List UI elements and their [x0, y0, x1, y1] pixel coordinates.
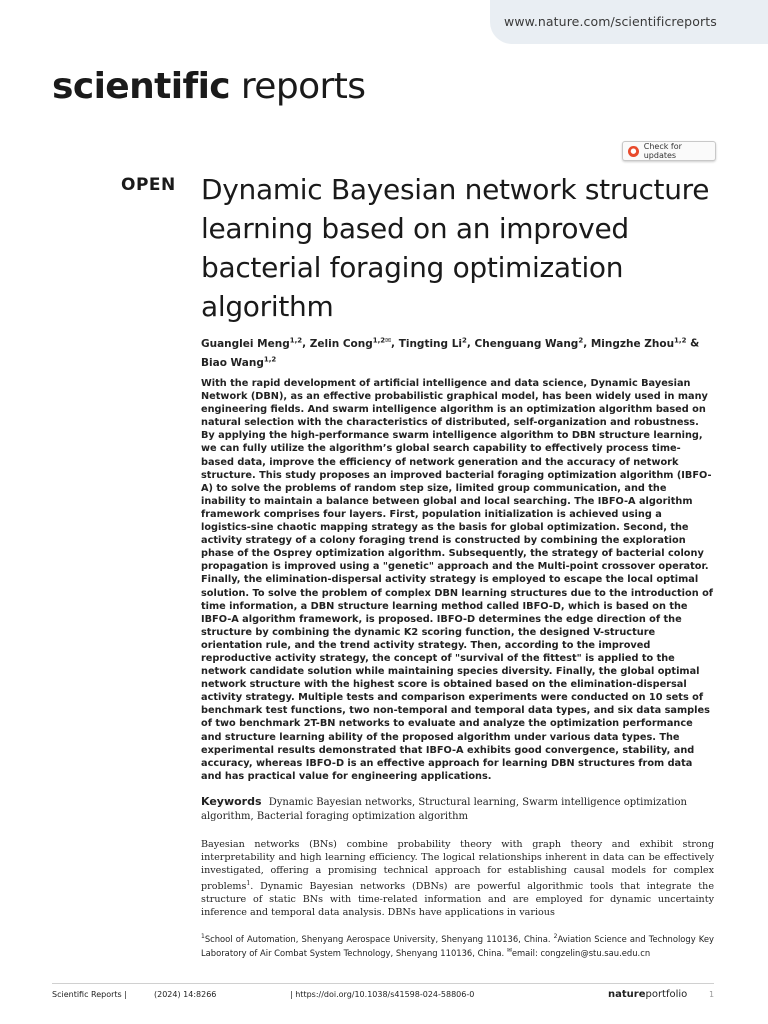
article-title: Dynamic Bayesian network structure learning based on an improved bacterial foraging optimization algorithm: [201, 173, 710, 323]
email-icon: ✉: [506, 946, 512, 954]
footer-doi-link[interactable]: | https://doi.org/10.1038/s41598-024-58806-0: [290, 990, 475, 999]
author[interactable]: Biao Wang$^{1,2}$: [201, 355, 277, 369]
footer-divider: [52, 983, 714, 984]
author-email[interactable]: email: congzelin@stu.sau.edu.cn: [511, 947, 651, 958]
abstract: With the rapid development of artificial intelligence and data science, Dynamic Bayesian Network (DBN), as an effective probabilistic graphical model, has been widely used in many engineering fields. And swarm intelligence algorithm is an optimization algorithm based on natural selection with the characteristics of distributed, self-organization and robustness. By applying the high-performance swarm intelligence algorithm to DBN structure learning, we can fully utilize the algorithm’s global search capability to effectively process time-based data, improve the efficiency of network generation and the accuracy of network structure. This study proposes an improved bacterial foraging optimization algorithm (IBFO-A) to solve the problems of random step size, limited group communication, and the inability to maintain a balance between global and local searching. The IBFO-A algorithm framework comprises four layers. First, population initialization is achieved using a logistics-sine chaotic mapping strategy as the basis for global optimization. Second, the activity strategy of a colony foraging trend is constructed by combining the exploration phase of the Osprey optimization algorithm. Subsequently, the strategy of bacterial colony propagation is improved using a "genetic" approach and the Multi-point crossover operator. Finally, the elimination-dispersal activity strategy is employed to escape the local optimal solution. To solve the problem of complex DBN learning structures due to the introduction of time information, a DBN structure learning method called IBFO-D, which is based on the IBFO-A algorithm framework, is proposed. IBFO-D determines the edge direction of the structure by combining the dynamic K2 scoring function, the designed V-structure orientation rule, and the trend activity strategy. Then, according to the improved reproductive activity strategy, the concept of "survival of the fittest" is applied to the network candidate solution while maintaining species diversity. Finally, the global optimal network structure with the highest score is obtained based on the elimination-dispersal activity strategy. Multiple tests and comparison experiments were conducted on 10 sets of benchmark test functions, two non-temporal and temporal data types, and six data samples of two benchmark 2T-BN networks to evaluate and analyze the optimization performance and structure learning ability of the proposed algorithm under various data types. The experimental results demonstrated that IBFO-A exhibits good convergence, stability, and accuracy, whereas IBFO-D is an effective approach for learning DBN structures from data and has practical value for engineering applications.: [201, 378, 714, 782]
affiliations: $^1$School of Automation, Shenyang Aerospace University, Shenyang 110136, China. $^2$Aviation Science and Technology Key Laboratory of Air Combat System Technology, Shenyang 110136, China. ✉email: congzelin@stu.sau.edu.cn: [201, 933, 714, 958]
update-badge-icon: ●: [628, 146, 639, 157]
keywords-text: Dynamic Bayesian networks, Structural learning, Swarm intelligence optimization algorithm, Bacterial foraging optimization algorithm: [201, 797, 687, 822]
page-footer: [52, 990, 714, 1004]
author-list: Guanglei Meng$^{1,2}$, Zelin Cong$^{1,2✉}$, Tingting Li$^2$, Chenguang Wang$^2$, Mingzhe Zhou$^{1,2}$ & Biao Wang$^{1,2}$: [201, 336, 700, 369]
open-access-label: OPEN: [121, 175, 176, 195]
logo-light: reports: [240, 66, 366, 107]
footer-journal: Scientific Reports |: [52, 990, 127, 999]
journal-url[interactable]: www.nature.com/scientificreports: [504, 14, 717, 29]
logo-bold: scientific: [52, 66, 231, 107]
author[interactable]: Chenguang Wang$^2$: [474, 336, 584, 350]
check-for-updates-button[interactable]: [622, 141, 716, 161]
keywords-block: [201, 795, 713, 823]
page-number: 1: [709, 990, 715, 999]
author[interactable]: Guanglei Meng$^{1,2}$: [201, 336, 303, 350]
journal-logo[interactable]: [52, 66, 365, 107]
reference-link[interactable]: 1: [246, 880, 251, 887]
nature-portfolio-logo: natureportfolio: [608, 989, 688, 1000]
introduction-paragraph: Bayesian networks (BNs) combine probability theory with graph theory and exhibit strong interpretability and high learning efficiency. The logical relationships inherent in data can be effectively investigated, offering a promising technical approach for establishing causal models for complex problems$^1$. Dynamic Bayesian networks (DBNs) are powerful algorithmic tools that integrate the structure of static BNs with time-related information and are employed for dynamic uncertainty inference and temporal data analysis. DBNs have applications in various: [201, 839, 714, 919]
check-updates-label: Check for updates: [643, 142, 682, 160]
top-bar: [0, 0, 768, 44]
author[interactable]: Zelin Cong$^{1,2✉}$: [309, 336, 392, 350]
author[interactable]: Tingting Li$^2$: [398, 336, 467, 350]
keywords-label: Keywords: [201, 795, 262, 808]
author[interactable]: Mingzhe Zhou$^{1,2}$: [590, 336, 687, 350]
footer-volume: (2024) 14:8266: [154, 990, 217, 999]
